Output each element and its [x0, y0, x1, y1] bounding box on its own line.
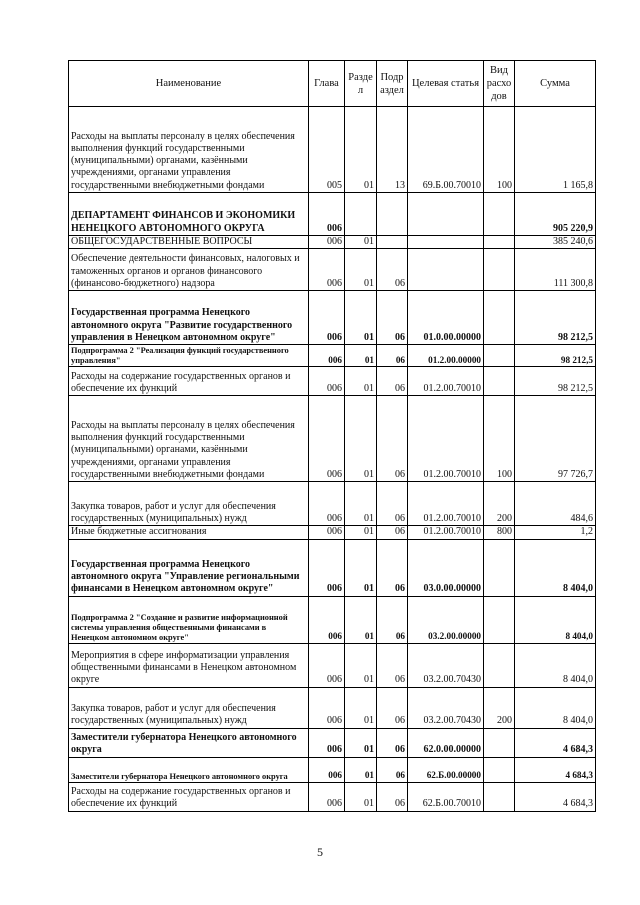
- table-row: [69, 728, 596, 757]
- row-glava: 006: [309, 236, 345, 249]
- row-glava: 006: [309, 291, 345, 345]
- header-razdel: Разде л: [345, 61, 377, 107]
- row-sum: 98 212,5: [515, 291, 596, 345]
- row-name: Закупка товаров, работ и услуг для обеспечения государственных (муниципальных) нужд: [69, 687, 309, 728]
- table-row: [69, 345, 596, 367]
- row-razdel: 01: [345, 596, 377, 643]
- row-name: Мероприятия в сфере информатизации управления общественными финансами в Ненецком автономном округе: [69, 643, 309, 687]
- row-glava: 006: [309, 345, 345, 367]
- table-row: [69, 193, 596, 236]
- budget-table: [68, 60, 596, 812]
- row-target: 03.2.00.70430: [408, 687, 484, 728]
- table-row: [69, 526, 596, 539]
- table-row: [69, 782, 596, 811]
- row-podrazdel: 06: [377, 526, 408, 539]
- header-target: Целевая статья: [408, 61, 484, 107]
- row-sum: 4 684,3: [515, 728, 596, 757]
- row-sum: 98 212,5: [515, 345, 596, 367]
- row-name: Государственная программа Ненецкого автономного округа "Управление региональными финансами в Ненецком автономном округе": [69, 539, 309, 596]
- row-podrazdel: 06: [377, 396, 408, 482]
- row-razdel: 01: [345, 291, 377, 345]
- row-podrazdel: [377, 236, 408, 249]
- table-row: [69, 596, 596, 643]
- row-name: Подпрограмма 2 "Реализация функций государственного управления": [69, 345, 309, 367]
- row-sum: 1,2: [515, 526, 596, 539]
- row-razdel: 01: [345, 345, 377, 367]
- header-name: Наименование: [69, 61, 309, 107]
- row-glava: 006: [309, 728, 345, 757]
- row-target: 03.2.00.00000: [408, 596, 484, 643]
- row-sum: 8 404,0: [515, 596, 596, 643]
- row-vid: [484, 539, 515, 596]
- row-podrazdel: 06: [377, 367, 408, 396]
- row-vid: 800: [484, 526, 515, 539]
- row-glava: 006: [309, 249, 345, 291]
- header-vid: Вид расхо дов: [484, 61, 515, 107]
- row-target: 03.2.00.70430: [408, 643, 484, 687]
- row-razdel: 01: [345, 107, 377, 193]
- row-target: 01.2.00.70010: [408, 526, 484, 539]
- row-target: 01.2.00.70010: [408, 482, 484, 526]
- row-podrazdel: 06: [377, 482, 408, 526]
- row-vid: [484, 236, 515, 249]
- row-name: Закупка товаров, работ и услуг для обеспечения государственных (муниципальных) нужд: [69, 482, 309, 526]
- row-vid: [484, 249, 515, 291]
- row-razdel: 01: [345, 757, 377, 782]
- row-podrazdel: 13: [377, 107, 408, 193]
- row-vid: [484, 596, 515, 643]
- row-razdel: 01: [345, 236, 377, 249]
- row-sum: 98 212,5: [515, 367, 596, 396]
- row-name: ДЕПАРТАМЕНТ ФИНАНСОВ И ЭКОНОМИКИ НЕНЕЦКОГО АВТОНОМНОГО ОКРУГА: [69, 193, 309, 236]
- row-target: 62.Б.00.70010: [408, 782, 484, 811]
- row-razdel: 01: [345, 539, 377, 596]
- table-row: [69, 249, 596, 291]
- row-vid: [484, 345, 515, 367]
- table-row: [69, 757, 596, 782]
- row-target: [408, 249, 484, 291]
- row-vid: 200: [484, 687, 515, 728]
- table-row: [69, 236, 596, 249]
- row-vid: [484, 367, 515, 396]
- table-row: [69, 291, 596, 345]
- row-podrazdel: 06: [377, 345, 408, 367]
- row-razdel: 01: [345, 687, 377, 728]
- row-vid: [484, 643, 515, 687]
- row-sum: 4 684,3: [515, 757, 596, 782]
- row-sum: 1 165,8: [515, 107, 596, 193]
- row-vid: 100: [484, 396, 515, 482]
- row-glava: 006: [309, 539, 345, 596]
- table-row: [69, 482, 596, 526]
- row-target: 01.2.00.70010: [408, 367, 484, 396]
- row-glava: 006: [309, 687, 345, 728]
- row-target: [408, 193, 484, 236]
- row-name: Расходы на содержание государственных органов и обеспечение их функций: [69, 367, 309, 396]
- row-razdel: [345, 193, 377, 236]
- row-glava: 006: [309, 526, 345, 539]
- row-vid: [484, 782, 515, 811]
- row-vid: 100: [484, 107, 515, 193]
- row-podrazdel: 06: [377, 291, 408, 345]
- row-name: Иные бюджетные ассигнования: [69, 526, 309, 539]
- row-podrazdel: 06: [377, 249, 408, 291]
- row-podrazdel: [377, 193, 408, 236]
- row-sum: 905 220,9: [515, 193, 596, 236]
- row-glava: 006: [309, 396, 345, 482]
- table-row: [69, 107, 596, 193]
- row-glava: 006: [309, 482, 345, 526]
- row-name: Заместители губернатора Ненецкого автономного округа: [69, 728, 309, 757]
- row-glava: 006: [309, 643, 345, 687]
- row-name: Государственная программа Ненецкого автономного округа "Развитие государственного управления в Ненецком автономном округе": [69, 291, 309, 345]
- row-target: 62.0.00.00000: [408, 728, 484, 757]
- row-podrazdel: 06: [377, 539, 408, 596]
- header-podrazdel: Подр аздел: [377, 61, 408, 107]
- row-target: 01.2.00.00000: [408, 345, 484, 367]
- row-glava: 006: [309, 782, 345, 811]
- row-razdel: 01: [345, 782, 377, 811]
- row-glava: 006: [309, 596, 345, 643]
- row-name: Заместители губернатора Ненецкого автономного округа: [69, 757, 309, 782]
- page-number: 5: [317, 845, 323, 859]
- row-name: Расходы на выплаты персоналу в целях обеспечения выполнения функций государственными (муниципальными) органами, казёнными учреждениями, органами управления государственными внебюджетными фондами: [69, 396, 309, 482]
- row-vid: [484, 291, 515, 345]
- row-vid: [484, 728, 515, 757]
- row-razdel: 01: [345, 367, 377, 396]
- row-razdel: 01: [345, 249, 377, 291]
- table-row: [69, 367, 596, 396]
- row-name: Расходы на выплаты персоналу в целях обеспечения выполнения функций государственными (муниципальными) органами, казёнными учреждениями, органами управления государственными внебюджетными фондами: [69, 107, 309, 193]
- header-glava: Глава: [309, 61, 345, 107]
- row-podrazdel: 06: [377, 643, 408, 687]
- row-name: Расходы на содержание государственных органов и обеспечение их функций: [69, 782, 309, 811]
- row-vid: [484, 193, 515, 236]
- row-name: Обеспечение деятельности финансовых, налоговых и таможенных органов и органов финансового (финансово-бюджетного) надзора: [69, 249, 309, 291]
- row-razdel: 01: [345, 728, 377, 757]
- row-podrazdel: 06: [377, 757, 408, 782]
- row-sum: 4 684,3: [515, 782, 596, 811]
- row-glava: 005: [309, 107, 345, 193]
- table-row: [69, 396, 596, 482]
- row-razdel: 01: [345, 396, 377, 482]
- row-sum: 111 300,8: [515, 249, 596, 291]
- row-podrazdel: 06: [377, 728, 408, 757]
- row-glava: 006: [309, 193, 345, 236]
- row-sum: 8 404,0: [515, 687, 596, 728]
- row-target: [408, 236, 484, 249]
- row-podrazdel: 06: [377, 687, 408, 728]
- table-row: [69, 687, 596, 728]
- row-podrazdel: 06: [377, 596, 408, 643]
- row-name: ОБЩЕГОСУДАРСТВЕННЫЕ ВОПРОСЫ: [69, 236, 309, 249]
- row-glava: 006: [309, 367, 345, 396]
- row-razdel: 01: [345, 643, 377, 687]
- row-target: 01.2.00.70010: [408, 396, 484, 482]
- row-target: 03.0.00.00000: [408, 539, 484, 596]
- row-target: 69.Б.00.70010: [408, 107, 484, 193]
- row-sum: 8 404,0: [515, 643, 596, 687]
- row-podrazdel: 06: [377, 782, 408, 811]
- row-glava: 006: [309, 757, 345, 782]
- row-sum: 385 240,6: [515, 236, 596, 249]
- table-header-row: [69, 61, 596, 107]
- row-razdel: 01: [345, 526, 377, 539]
- row-name: Подпрограмма 2 "Создание и развитие информационной системы управления общественными финансами в Ненецком автономном округе": [69, 596, 309, 643]
- header-sum: Сумма: [515, 61, 596, 107]
- row-vid: 200: [484, 482, 515, 526]
- table-row: [69, 643, 596, 687]
- row-target: 62.Б.00.00000: [408, 757, 484, 782]
- row-target: 01.0.00.00000: [408, 291, 484, 345]
- row-razdel: 01: [345, 482, 377, 526]
- row-sum: 484,6: [515, 482, 596, 526]
- row-vid: [484, 757, 515, 782]
- table-row: [69, 539, 596, 596]
- row-sum: 97 726,7: [515, 396, 596, 482]
- row-sum: 8 404,0: [515, 539, 596, 596]
